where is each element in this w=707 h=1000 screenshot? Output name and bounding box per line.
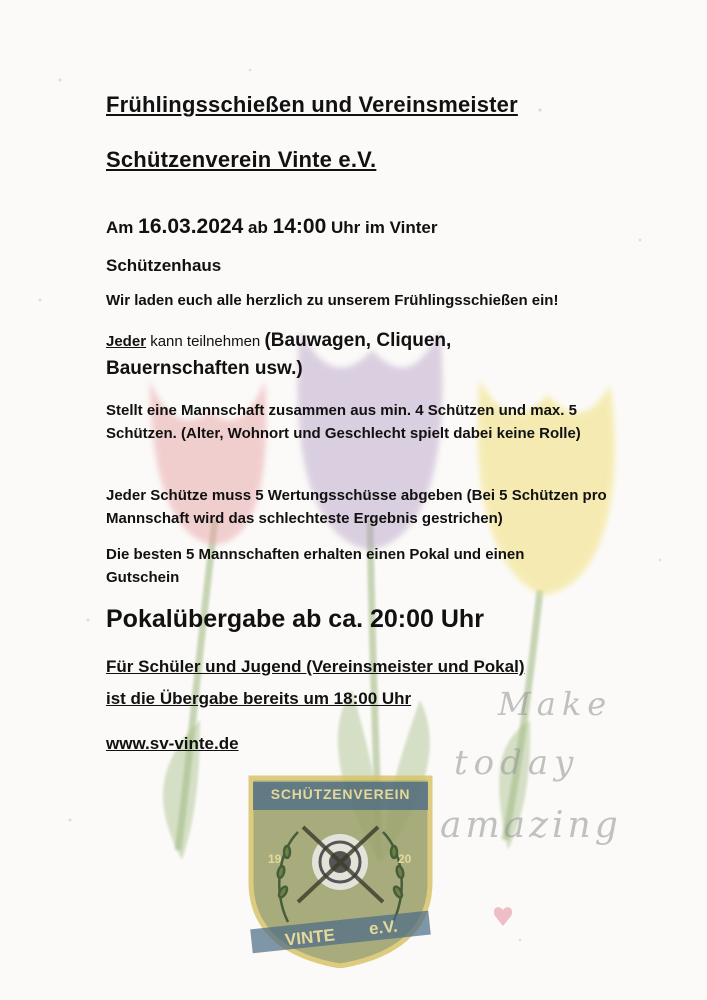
club-emblem	[243, 772, 438, 968]
emblem-club-name: SCHÜTZENVEREIN	[270, 786, 411, 802]
title-line-1: Frühlingsschießen und Vereinsmeister	[106, 92, 518, 117]
youth-line-2: ist die Übergabe bereits um 18:00 Uhr	[106, 689, 412, 708]
participation-groups-2: Bauernschaften usw.)	[106, 358, 303, 379]
script-lettering	[440, 685, 660, 935]
event-date: 16.03.2024	[138, 215, 244, 238]
event-time: 14:00	[272, 215, 327, 238]
website-link[interactable]: www.sv-vinte.de	[106, 734, 239, 753]
award-heading: Pokalübergabe ab ca. 20:00 Uhr	[106, 605, 484, 633]
rule-prizes: Die besten 5 Mannschaften erhalten einen Pokal und einen Gutschein	[106, 546, 525, 586]
date-prefix: Am	[106, 218, 134, 237]
participation-groups-1: (Bauwagen, Cliquen,	[264, 330, 452, 351]
participation-phrase: kann teilnehmen	[150, 333, 261, 350]
script-line-1: Make	[498, 685, 613, 723]
rule-shots: Jeder Schütze muss 5 Wertungsschüsse abgeben (Bei 5 Schützen pro Mannschaft wird das schlechteste Ergebnis gestrichen)	[106, 487, 607, 527]
script-line-2: today	[454, 743, 580, 783]
event-place: Schützenhaus	[106, 256, 222, 275]
date-suffix: Uhr im Vinter	[331, 218, 438, 237]
emblem-suffix: e.V.	[368, 916, 399, 939]
emblem-year-left: 19	[268, 852, 282, 866]
script-line-3: amazing	[440, 805, 622, 846]
participation-text	[106, 327, 626, 356]
participation-word: Jeder	[106, 333, 147, 350]
emblem-place: VINTE	[284, 925, 336, 950]
date-mid: ab	[247, 218, 268, 237]
invite-text: Wir laden euch alle herzlich zu unserem Frühlingsschießen ein!	[106, 292, 559, 309]
youth-line-1: Für Schüler und Jugend (Vereinsmeister und Pokal)	[106, 657, 525, 676]
date-line	[106, 214, 626, 241]
emblem-year-right: 20	[398, 852, 412, 866]
rule-team: Stellt eine Mannschaft zusammen aus min. 4 Schützen und max. 5 Schützen. (Alter, Wohnort und Geschlecht spielt dabei keine Rolle)	[106, 402, 581, 442]
title-line-2: Schützenverein Vinte e.V.	[106, 147, 377, 172]
